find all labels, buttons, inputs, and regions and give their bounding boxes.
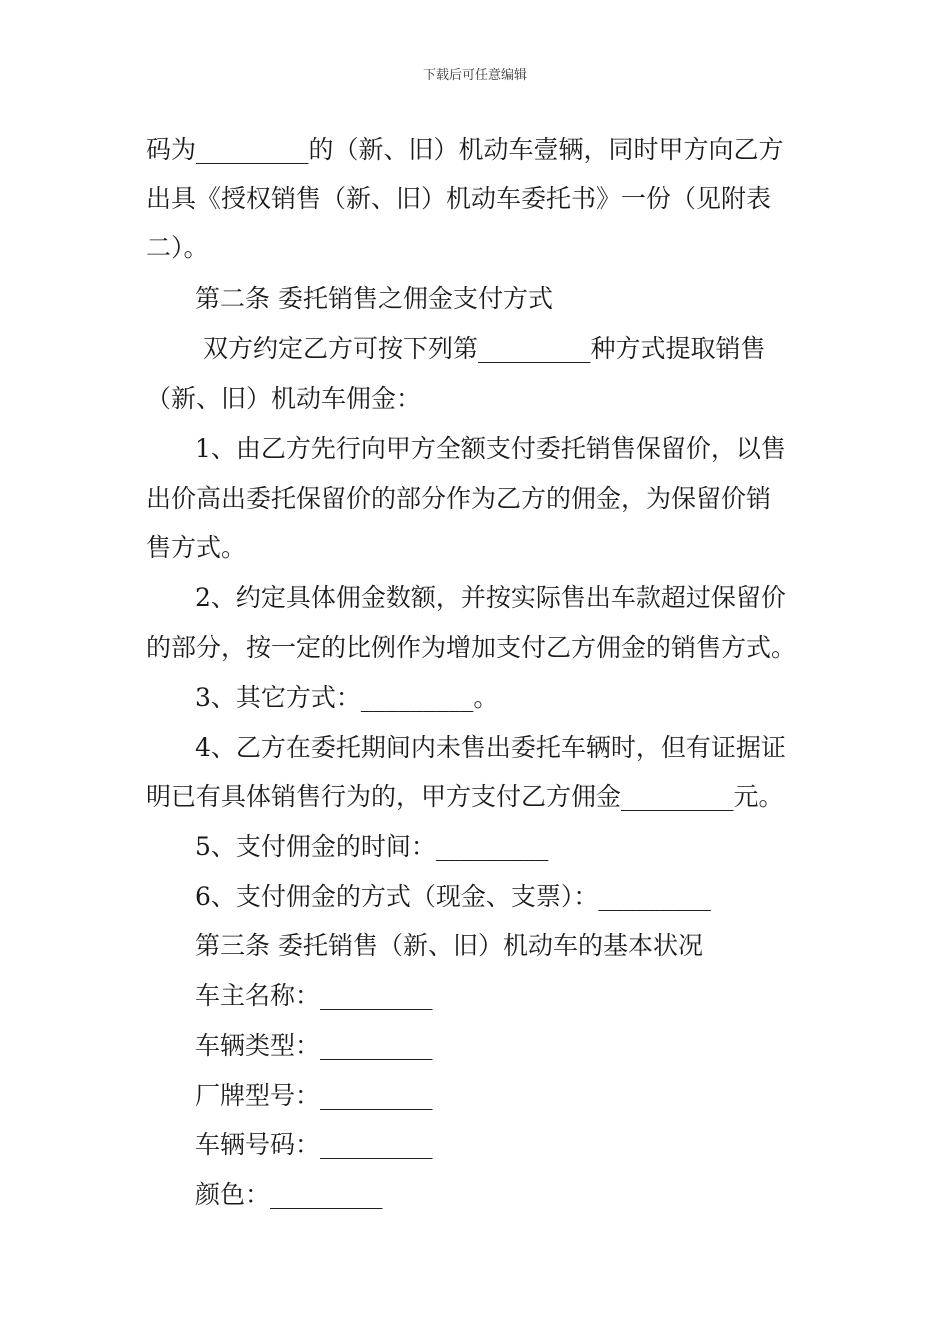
article-heading: 第三条 委托销售（新、旧）机动车的基本状况	[195, 931, 703, 960]
paragraph-line: 售方式。	[146, 533, 247, 562]
paragraph-line: 出具《授权销售（新、旧）机动车委托书》一份（见附表	[146, 184, 772, 213]
paragraph-line: （新、旧）机动车佣金：	[146, 384, 422, 413]
paragraph-line: 1、由乙方先行向甲方全额支付委托销售保留价，以售	[195, 434, 786, 463]
paragraph-line: 5、支付佣金的时间：_________	[195, 832, 549, 861]
paragraph-line: 的部分，按一定的比例作为增加支付乙方佣金的销售方式。	[146, 633, 797, 662]
paragraph-line: 4、乙方在委托期间内未售出委托车辆时，但有证据证	[195, 733, 786, 762]
page-header: 下载后可任意编辑	[422, 68, 527, 83]
paragraph-line: 3、其它方式：_________。	[195, 683, 499, 712]
paragraph-line: 二）。	[146, 233, 209, 262]
form-field-line: 车辆类型：_________	[195, 1031, 433, 1060]
paragraph-line: 出价高出委托保留价的部分作为乙方的佣金，为保留价销	[146, 484, 772, 513]
paragraph-line: 码为_________的（新、旧）机动车壹辆，同时甲方向乙方	[146, 135, 784, 164]
paragraph-line: 6、支付佣金的方式（现金、支票）：_________	[195, 882, 711, 911]
form-field-line: 厂牌型号：_________	[195, 1081, 433, 1110]
form-field-line: 颜色：_________	[195, 1180, 383, 1209]
paragraph-line: 明已有具体销售行为的，甲方支付乙方佣金_________元。	[146, 782, 784, 811]
paragraph-line: 2、约定具体佣金数额，并按实际售出车款超过保留价	[195, 583, 786, 612]
form-field-line: 车主名称：_________	[195, 981, 433, 1010]
article-heading: 第二条 委托销售之佣金支付方式	[195, 284, 553, 313]
form-field-line: 车辆号码：_________	[195, 1130, 433, 1159]
paragraph-line: 双方约定乙方可按下列第_________种方式提取销售	[203, 334, 766, 363]
